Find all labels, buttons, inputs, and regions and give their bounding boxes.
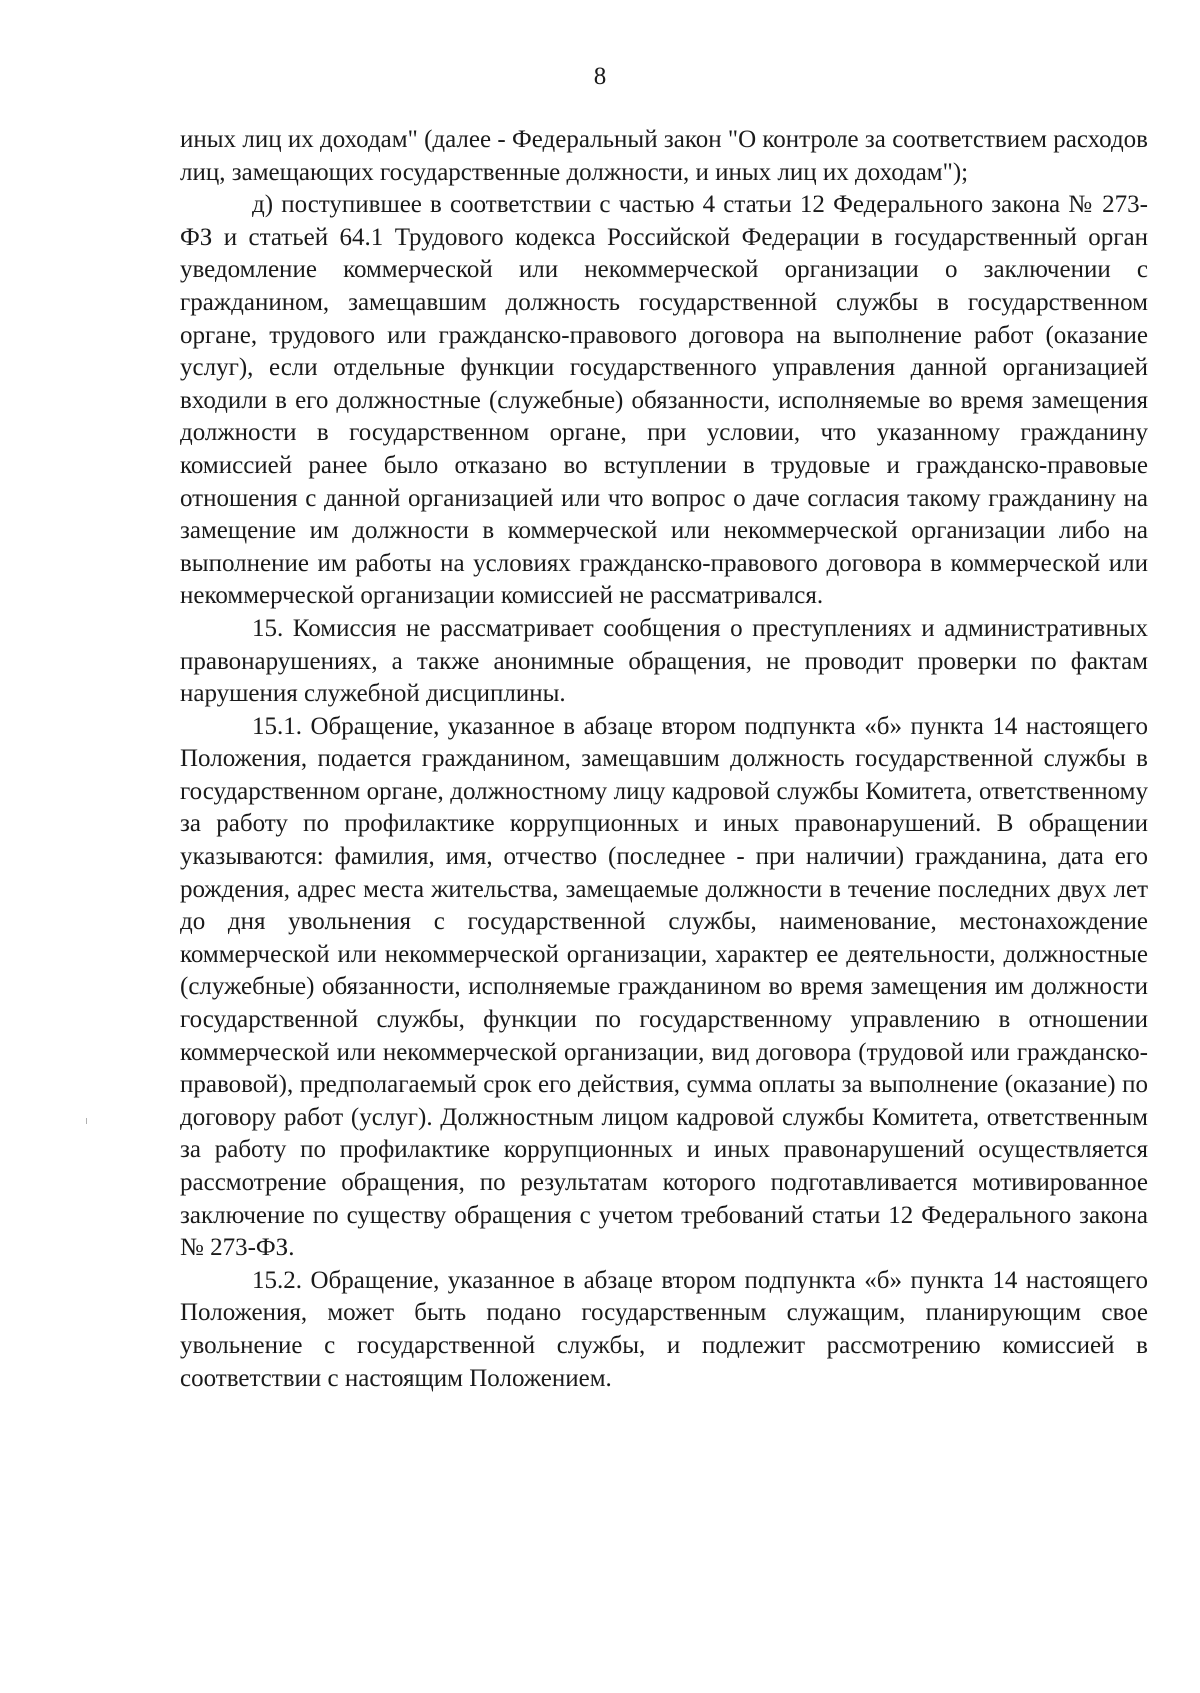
page-number: 8 xyxy=(593,63,607,90)
paragraph-subitem-d: д) поступившее в соответствии с частью 4 статьи 12 Федерального закона № 273-ФЗ и статьей 64.1 Трудового кодекса Российской Федерации в государственный орган уведомление коммерческой или некоммерческой организации о заключении с гражданином, замещавшим должность государственной службы в государственном органе, трудового или гражданско-правового договора на выполнение работ (оказание услуг), если отдельные функции государственного управления данной организацией входили в его должностные (служебные) обязанности, исполняемые во время замещения должности в государственном органе, при условии, что указанному гражданину комиссией ранее было отказано во вступлении в трудовые и гражданско-правовые отношения с данной организацией или что вопрос о даче согласия такому гражданину на замещение им должности в коммерческой или некоммерческой организации либо на выполнение им работы на условиях гражданско-правового договора в коммерческой или некоммерческой организации комиссией не рассматривался. xyxy=(180,191,1148,610)
paragraph-15-1: 15.1. Обращение, указанное в абзаце втором подпункта «б» пункта 14 настоящего Положения, подается гражданином, замещавшим должность государственной службы в государственном органе, должностному лицу кадровой службы Комитета, ответственному за работу по профилактике коррупционных и иных правонарушений. В обращении указываются: фамилия, имя, отчество (последнее - при наличии) гражданина, дата его рождения, адрес места жительства, замещаемые должности в течение последних двух лет до дня увольнения с государственной службы, наименование, местонахождение коммерческой или некоммерческой организации, характер ее деятельности, должностные (служебные) обязанности, исполняемые гражданином во время замещения им должности государственной службы, функции по государственному управлению в отношении коммерческой или некоммерческой организации, вид договора (трудовой или гражданско-правовой), предполагаемый срок его действия, сумма оплаты за выполнение (оказание) по договору работ (услуг). Должностным лицом кадровой службы Комитета, ответственным за работу по профилактике коррупционных и иных правонарушений осуществляется рассмотрение обращения, по результатам которого подготавливается мотивированное заключение по существу обращения с учетом требований статьи 12 Федерального закона № 273-ФЗ. xyxy=(180,712,1148,1262)
scan-artifact-mark xyxy=(86,1118,87,1124)
paragraph-continuation: иных лиц их доходам" (далее - Федеральный закон "О контроле за соответствием расходов лиц, замещающих государственные должности, и иных лиц их доходам"); xyxy=(180,126,1148,186)
paragraph-15: 15. Комиссия не рассматривает сообщения о преступлениях и административных правонарушениях, а также анонимные обращения, не проводит проверки по фактам нарушения служебной дисциплины. xyxy=(180,614,1148,708)
paragraph-15-2: 15.2. Обращение, указанное в абзаце втором подпункта «б» пункта 14 настоящего Положения, может быть подано государственным служащим, планирующим свое увольнение с государственной службы, и подлежит рассмотрению комиссией в соответствии с настоящим Положением. xyxy=(180,1266,1148,1392)
document-body xyxy=(180,124,1148,1395)
